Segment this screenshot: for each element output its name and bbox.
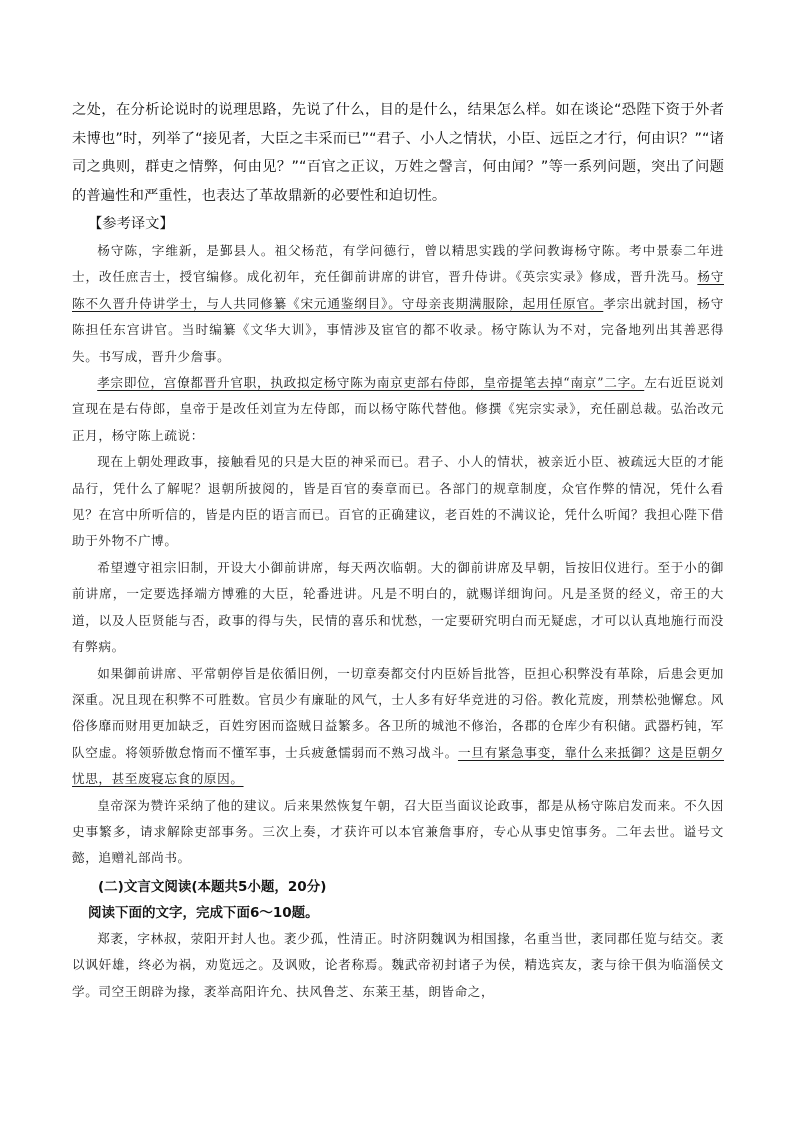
translation-paragraph-1 bbox=[72, 238, 724, 370]
translation-paragraph-5 bbox=[72, 661, 724, 793]
reading-instruction: 阅读下面的文字，完成下面6～10题。 bbox=[88, 904, 319, 921]
translation-p5-text-a: 如果御前讲席、平常朝停旨是依循旧例，一切章奏都交付内臣娇旨批答，臣担心积弊没有革除，后患会更加深重。况且现在积弊不可胜数。官员少有廉耻的风气，士人多有好华竞进的习俗。教化荒废，刑禁松弛懈怠。风俗侈靡而财用更加缺乏，百姓穷困而盗贼日益繁多。各卫所的城池不修治，各郡的仓库少有积储。武器朽钝，军队空虚。将领骄傲怠惰而不懂军事，士兵疲惫懦弱而不熟习战斗。 bbox=[72, 665, 724, 760]
translation-p1-underlined: 杨守陈不久晋升侍讲学士，与人共同修纂《宋元通鉴纲目》。守母亲丧期满服除，起用任原官。 bbox=[72, 269, 724, 311]
translation-p1-text-a: 杨守陈，字维新，是鄞县人。祖父杨范，有学问德行，曾以精思实践的学问教诲杨守陈。考中景泰二年进士，改任庶吉士，授官编修。成化初年，充任御前讲席的讲官，晋升侍讲。《英宗实录》修成，晋升洗马。 bbox=[72, 243, 724, 285]
classical-passage-section bbox=[72, 926, 724, 1005]
translation-p2-underlined: 孝宗即位，宫僚都晋升官职，执政拟定杨守陈为南京吏部右侍郎，皇帝提笔去掉“南京”二字。 bbox=[97, 375, 645, 391]
translation-paragraph-2 bbox=[72, 370, 724, 449]
translation-p5-underlined: 一旦有紧急事变，靠什么来抵御？这是臣朝夕忧思，甚至废寝忘食的原因。 bbox=[72, 744, 725, 787]
intro-paragraph: 之处，在分析论说时的说理思路，先说了什么，目的是什么，结果怎么样。如在谈论“恐陛下资于外者未博也”时，列举了“接见者，大臣之丰采而已”“君子、小人之情状，小臣、远臣之才行，何由识？”“诸司之典则，群吏之情弊，何由见？”“百官之正议，万姓之謦言，何由闻？”等一系列问题，突出了问题的普遍性和严重性，也表达了革故鼎新的必要性和迫切性。 bbox=[72, 102, 724, 204]
translation-paragraph-6: 皇帝深为赞许采纳了他的建议。后来果然恢复午朝，召大臣当面议论政事，都是从杨守陈启发而来。不久因史事繁多，请求解除吏部事务。三次上奏，才获许可以本官兼詹事府，专心从事史馆事务。二年去世。谥号文懿，追赠礼部尚书。 bbox=[72, 797, 724, 866]
translation-p1-text-b: 孝宗出就封国，杨守陈担任东宫讲官。当时编纂《文华大训》，事情涉及宦官的都不收录。杨守陈认为不对，完备地列出其善恶得失。书写成，晋升少詹事。 bbox=[72, 295, 724, 364]
translation-label: 【参考译文】 bbox=[88, 216, 174, 232]
translation-section bbox=[72, 210, 724, 872]
classical-passage: 郑袤，字林叔，荥阳开封人也。袤少孤，性清正。时济阴魏讽为相国掾，名重当世，袤同郡任览与结交。袤以讽奸雄，终必为祸，劝览远之。及讽败，论者称焉。魏武帝初封诸子为侯，精选宾友，袤与徐干俱为临淄侯文学。司空王朗辟为掾，袤举高阳许允、扶风鲁芝、东莱王基，朗皆命之， bbox=[72, 930, 724, 999]
section-heading: (二)文言文阅读(本题共5小题，20分) bbox=[98, 878, 327, 895]
translation-p2-text-b: 左右近臣说刘宣现在是右侍郎，皇帝于是改任刘宣为左侍郎，而以杨守陈代替他。修撰《宪宗实录》，充任副总裁。弘治改元正月，杨守陈上疏说： bbox=[72, 375, 725, 443]
document-page bbox=[72, 96, 724, 1005]
translation-paragraph-4: 希望遵守祖宗旧制，开设大小御前讲席，每天两次临朝。大的御前讲席及早朝，旨按旧仪进行。至于小的御前讲席，一定要选择端方博雅的大臣，轮番进讲。凡是不明白的，就赐详细询问。凡是圣贤的经义，帝王的大道，以及人臣贤能与否，政事的得与失，民情的喜乐和忧愁，一定要研究明白而无疑虑，才可以认真地施行而没有弊病。 bbox=[72, 559, 724, 655]
intro-section bbox=[72, 96, 724, 210]
translation-paragraph-3: 现在上朝处理政事，接触看见的只是大臣的神采而已。君子、小人的情状，被亲近小臣、被疏远大臣的才能品行，凭什么了解呢？退朝所披阅的，皆是百官的奏章而已。各部门的规章制度，众官作弊的情况，凭什么看见？在宫中所听信的，皆是内臣的语言而已。百官的正确建议，老百姓的不满议论，凭什么听闻？我担心陛下借助于外物不广博。 bbox=[72, 454, 724, 549]
